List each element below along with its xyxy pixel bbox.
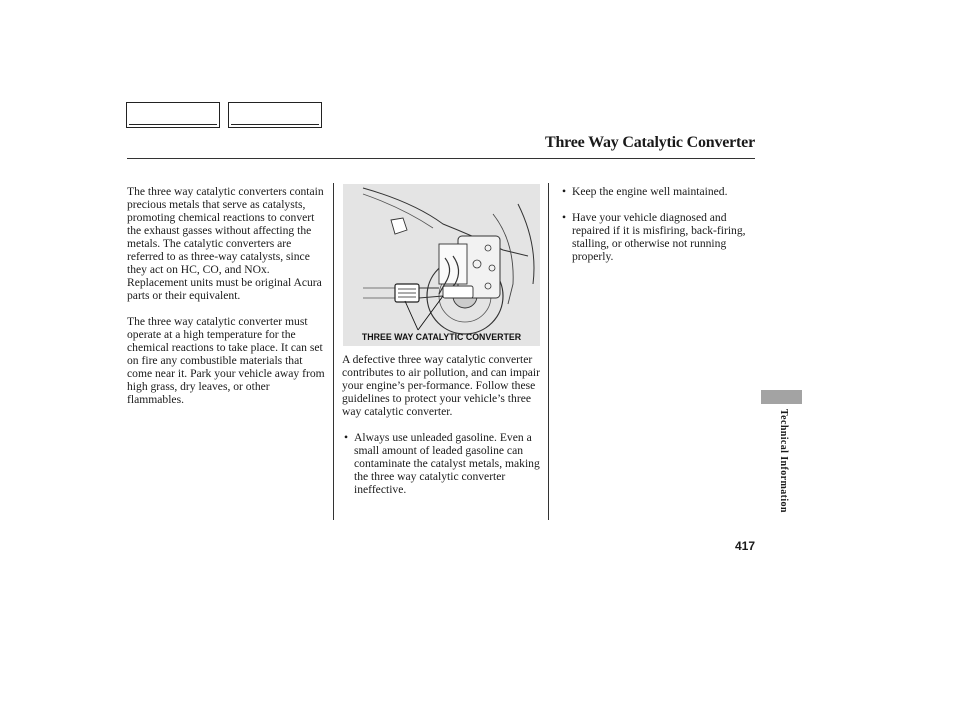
list-item <box>560 185 756 198</box>
bullet-text-diagnosed: Have your vehicle diagnosed and repaired if it is misfiring, back-firing, stalling, or otherwise not running properly. <box>572 211 746 263</box>
bullet-icon: • <box>344 431 349 444</box>
column-intro <box>127 185 327 419</box>
column-divider <box>333 183 334 520</box>
page-number: 417 <box>734 539 755 553</box>
section-tab <box>761 390 802 404</box>
section-label: Technical Information <box>778 409 789 513</box>
nav-previous-button[interactable] <box>126 102 220 128</box>
list-item <box>560 211 756 263</box>
title-divider <box>127 158 755 159</box>
paragraph-defective-converter: A defective three way catalytic converter contributes to air pollution, and can impair your engine’s per-formance. Follow these guidelines to protect your vehicle’s three way catalytic converter. <box>342 353 541 418</box>
column-guidelines <box>342 353 544 509</box>
engine-bay-illustration-icon <box>343 184 540 346</box>
list-item <box>342 431 544 496</box>
column-maintenance <box>560 185 756 276</box>
figure-caption: THREE WAY CATALYTIC CONVERTER <box>361 332 522 342</box>
bullet-text-maintained: Keep the engine well maintained. <box>572 185 728 198</box>
paragraph-catalyst-description: The three way catalytic converters contain precious metals that serve as catalysts, promoting chemical reactions to convert the exhaust gasses without affecting the metals. The catalytic converters are referred to as three-way catalysts, since they act on HC, CO, and NOx. Replacement units must be original Acura parts or their equivalent. <box>127 185 324 302</box>
paragraph-fire-warning: The three way catalytic converter must operate at a high temperature for the chemical reactions to take place. It can set on fire any combustible materials that come near it. Park your vehicle away from high grass, dry leaves, or other flammables. <box>127 315 325 406</box>
bullet-text-unleaded: Always use unleaded gasoline. Even a small amount of leaded gasoline can contaminate the catalyst metals, making the three way catalytic converter ineffective. <box>354 431 540 496</box>
catalytic-converter-figure <box>343 184 540 346</box>
column-divider <box>548 183 549 520</box>
page-title: Three Way Catalytic Converter <box>544 134 755 151</box>
bullet-icon: • <box>562 211 567 224</box>
nav-next-button[interactable] <box>228 102 322 128</box>
bullet-icon: • <box>562 185 567 198</box>
